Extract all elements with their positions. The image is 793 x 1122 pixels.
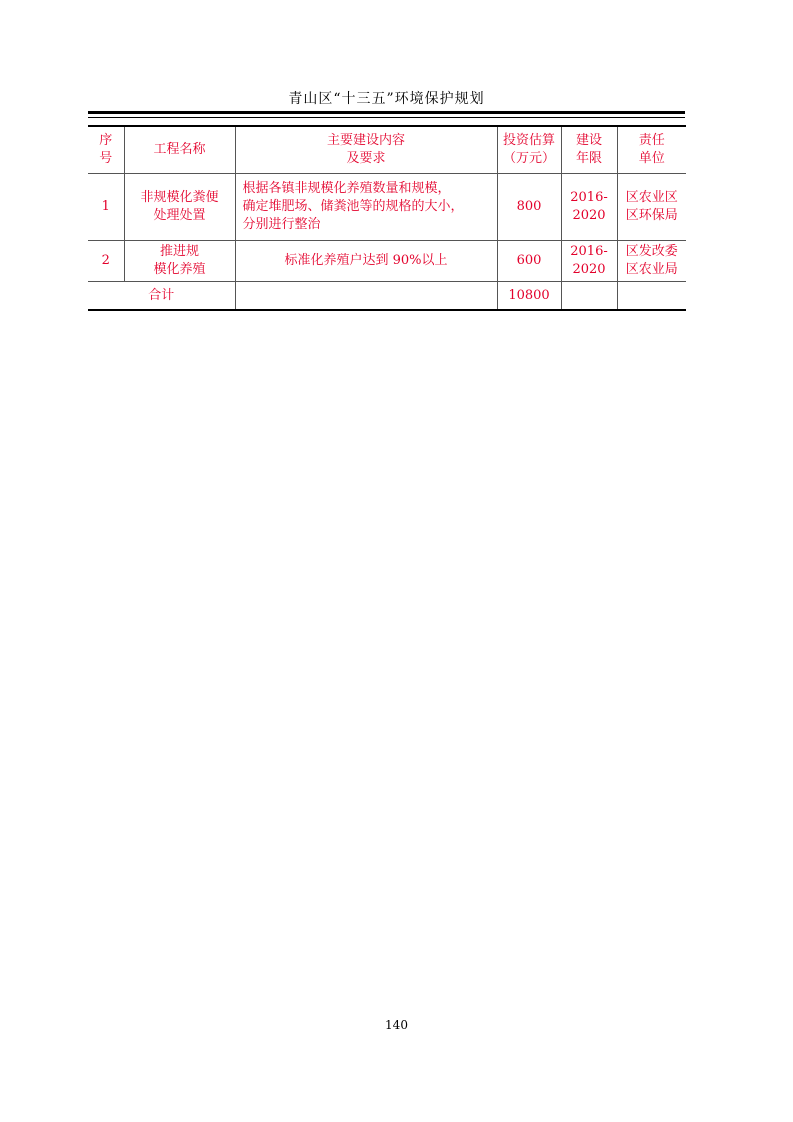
- cell-content: 根据各镇非规模化养殖数量和规模， 确定堆肥场、储粪池等的规格的大小， 分别进行整治: [235, 174, 497, 241]
- cell-project-name: 推进规 模化养殖: [124, 241, 235, 282]
- column-header-no: 序 号: [88, 126, 124, 174]
- cell-content: 标准化养殖户达到 90%以上: [235, 241, 497, 282]
- cell-period: 2016- 2020: [561, 174, 617, 241]
- cell-period: 2016- 2020: [561, 241, 617, 282]
- table-row: [88, 241, 686, 282]
- header-rule-thick: [88, 111, 685, 114]
- cell-investment: 600: [497, 241, 561, 282]
- cell-investment: 800: [497, 174, 561, 241]
- table-row: [88, 174, 686, 241]
- cell-no: 2: [88, 241, 124, 282]
- total-period-empty: [561, 282, 617, 311]
- total-investment: 10800: [497, 282, 561, 311]
- total-label: 合计: [88, 282, 235, 311]
- cell-responsible-unit: 区农业区 区环保局: [617, 174, 686, 241]
- table-total-row: [88, 282, 686, 311]
- cell-responsible-unit: 区发改委 区农业局: [617, 241, 686, 282]
- header-rule-thin: [88, 117, 685, 118]
- page-header-title: 青山区“十三五”环境保护规划: [288, 91, 485, 107]
- cell-project-name: 非规模化粪便 处理处置: [124, 174, 235, 241]
- cell-no: 1: [88, 174, 124, 241]
- page-number: 140: [385, 1018, 408, 1032]
- table-header-row: [88, 126, 686, 174]
- column-header-content: 主要建设内容 及要求: [235, 126, 497, 174]
- column-header-responsible-unit: 责任 单位: [617, 126, 686, 174]
- column-header-investment: 投资估算 （万元）: [497, 126, 561, 174]
- column-header-project-name: 工程名称: [124, 126, 235, 174]
- project-table: [88, 125, 686, 311]
- total-unit-empty: [617, 282, 686, 311]
- total-content-empty: [235, 282, 497, 311]
- column-header-period: 建设 年限: [561, 126, 617, 174]
